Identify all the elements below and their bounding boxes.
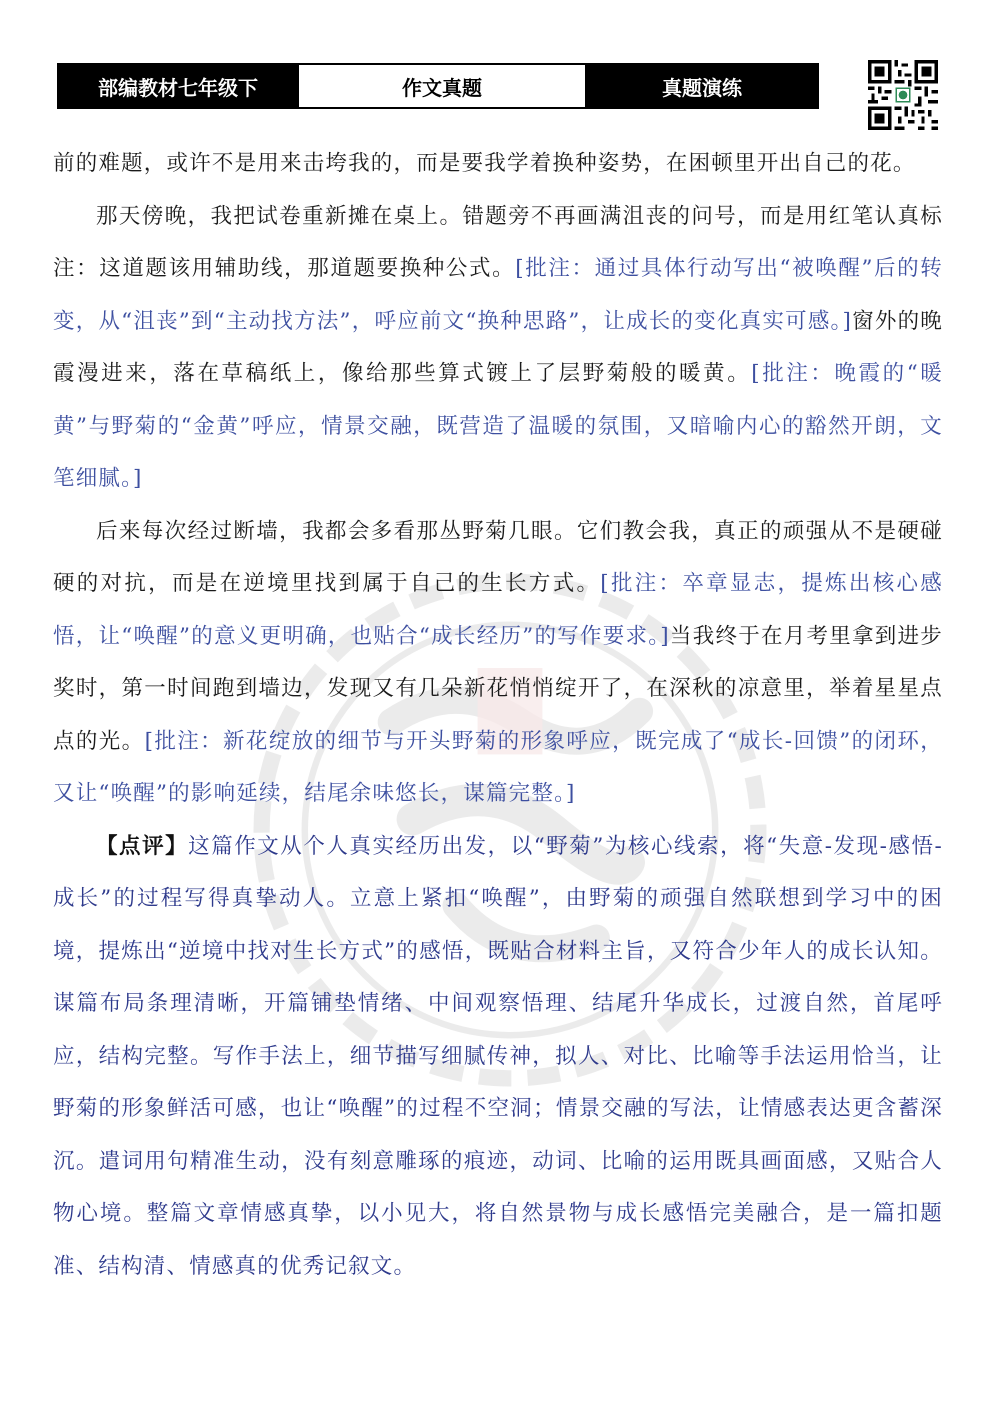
comment-label: 【点评】 [96,833,189,859]
paragraph-2 [53,191,943,506]
paragraph-3-text-b: 当我终于在月考里拿到进步奖时，第一时间跑到墙边，发现又有几朵新花悄悄绽开了，在深秋的凉意里，举着星星点点的光。 [53,623,944,754]
comment-text: 这篇作文从个人真实经历出发，以“野菊”为核心线索，将“失意-发现-感悟-成长”的过程写得真挚动人。立意上紧扣“唤醒”，由野菊的顽强自然联想到学习中的困境，提炼出“逆境中找对生长方式”的感悟，既贴合材料主旨，又符合少年人的成长认知。谋篇布局条理清晰，开篇铺垫情绪、中间观察悟理、结尾升华成长，过渡自然，首尾呼应，结构完整。写作手法上，细节描写细腻传神，拟人、对比、比喻等手法运用恰当，让野菊的形象鲜活可感，也让“唤醒”的过程不空洞；情景交融的写法，让情感表达更含蓄深沉。遣词用句精准生动，没有刻意雕琢的痕迹，动词、比喻的运用既具画面感，又贴合人物心境。整篇文章情感真挚，以小见大，将自然景物与成长感悟完美融合，是一篇扣题准、结构清、情感真的优秀记叙文。 [53,833,943,1279]
header-bar [57,63,819,109]
paragraph-3-text-a: 后来每次经过断墙，我都会多看那丛野菊几眼。它们教会我，真正的顽强从不是硬碰硬的对抗，而是在逆境里找到属于自己的生长方式。 [53,518,943,596]
header-section-label: 作文真题 [297,65,587,107]
header-practice-label: 真题演练 [587,65,817,107]
paragraph-2-text-b: 窗外的晚霞漫进来，落在草稿纸上，像给那些算式镀上了层野菊般的暖黄。 [53,308,944,386]
qr-code-icon [868,60,938,130]
essay-body [53,138,943,1293]
annotation-1: [批注：通过具体行动写出“被唤醒”后的转变，从“沮丧”到“主动找方法”，呼应前文“换种思路”，让成长的变化真实可感。] [53,256,943,334]
paragraph-1 [53,138,943,191]
header-grade-label: 部编教材七年级下 [59,65,297,107]
comment-paragraph [53,821,943,1294]
annotation-3: [批注：卒章显志，提炼出核心感悟，让“唤醒”的意义更明确，也贴合“成长经历”的写作要求。] [53,571,943,649]
annotation-4: [批注：新花绽放的细节与开头野菊的形象呼应，既完成了“成长-回馈”的闭环，又让“唤醒”的影响延续，结尾余味悠长，谋篇完整。] [53,728,943,806]
paragraph-1-text: 前的难题，或许不是用来击垮我的，而是要我学着换种姿势，在困顿里开出自己的花。 [53,151,916,176]
annotation-2: [批注：晚霞的“暖黄”与野菊的“金黄”呼应，情景交融，既营造了温暖的氛围，又暗喻内心的豁然开朗，文笔细腻。] [53,361,943,491]
paragraph-2-text-a: 那天傍晚，我把试卷重新摊在桌上。错题旁不再画满沮丧的问号，而是用红笔认真标注：这道题该用辅助线，那道题要换种公式。 [53,203,943,281]
paragraph-3 [53,506,943,821]
